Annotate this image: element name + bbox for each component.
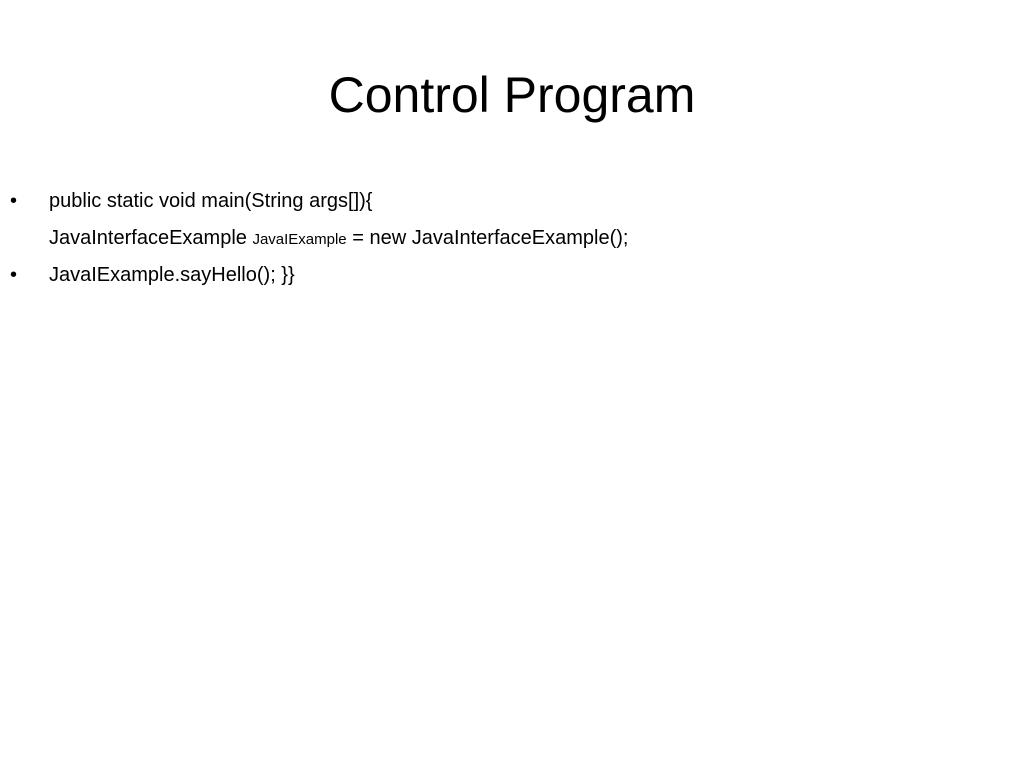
code-line-declaration (49, 220, 628, 258)
slide-body (0, 183, 1000, 294)
variable-name: JavaIExample (252, 231, 347, 248)
assignment-expression: = new JavaInterfaceExample(); (346, 227, 629, 249)
slide-title: Control Program (328, 67, 696, 123)
bullet-icon: • (10, 190, 18, 212)
code-line-method-call: JavaIExample.sayHello(); }} (49, 264, 295, 286)
continuation-line (0, 220, 1000, 257)
code-line-main-signature: public static void main(String args[]){ (49, 190, 373, 212)
bullet-item (0, 183, 1000, 220)
type-name: JavaInterfaceExample (49, 227, 253, 249)
bullet-icon: • (10, 264, 18, 286)
bullet-item (0, 257, 1000, 294)
